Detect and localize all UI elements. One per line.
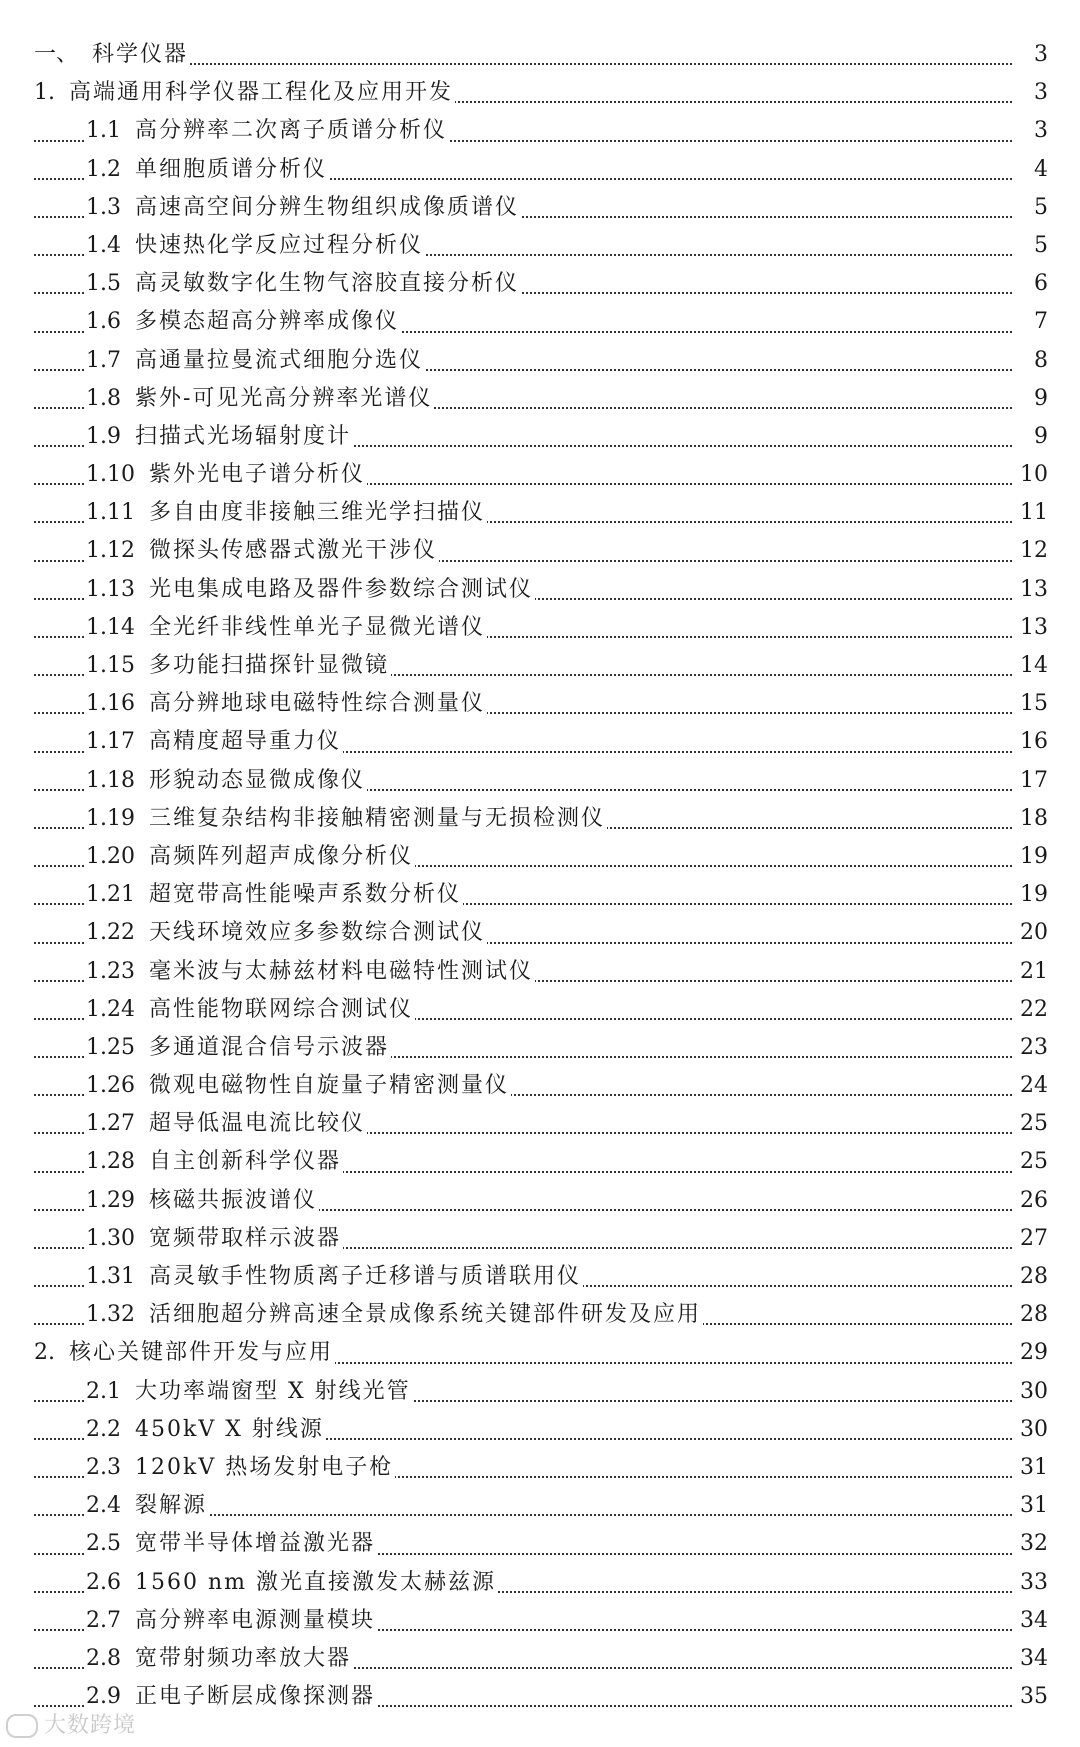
toc-entry-text	[86, 1149, 343, 1174]
toc-entry-page: 20	[1018, 914, 1048, 952]
toc-entry	[34, 1487, 1048, 1525]
toc-entry-text	[86, 882, 463, 907]
toc-entry	[34, 265, 1048, 303]
toc-entry-number: 1.22	[86, 920, 135, 946]
toc-entry-number: 1.10	[86, 462, 135, 488]
toc-entry-number: 1.2	[86, 156, 121, 182]
toc-entry-text	[86, 1035, 391, 1060]
toc-entry	[34, 456, 1048, 494]
toc-entry-page: 27	[1018, 1220, 1048, 1258]
toc-entry	[34, 1029, 1048, 1067]
toc-entry-page: 13	[1018, 571, 1048, 609]
watermark-logo-icon	[6, 1714, 38, 1738]
toc-entry-number: 1.21	[86, 882, 135, 908]
toc-entry-number: 1.6	[86, 309, 121, 335]
toc-entry	[34, 74, 1048, 112]
toc-entry-page: 30	[1018, 1373, 1048, 1411]
toc-entry-page: 3	[1032, 112, 1048, 150]
toc-entry-number: 1.24	[86, 996, 135, 1022]
toc-entry-title: 宽带射频功率放大器	[135, 1645, 352, 1671]
watermark-text: 大数跨境	[44, 1713, 137, 1738]
toc-entry-number: 2.1	[86, 1378, 121, 1404]
toc-entry-title: 自主创新科学仪器	[148, 1149, 341, 1175]
toc-entry-number: 2.	[34, 1340, 55, 1366]
toc-entry-title: 多模态超高分辨率成像仪	[135, 309, 400, 335]
toc-entry-page: 31	[1018, 1487, 1048, 1525]
toc-entry-title: 高分辨率二次离子质谱分析仪	[135, 118, 448, 144]
toc-entry-title: 多功能扫描探针显微镜	[148, 653, 389, 678]
toc-entry-title: 宽频带取样示波器	[148, 1225, 341, 1251]
toc-entry-number: 1.3	[86, 194, 121, 220]
toc-entry-text	[86, 1379, 413, 1404]
toc-entry-text	[86, 920, 487, 945]
toc-entry-text	[86, 959, 535, 984]
toc-entry-title: 全光纤非线性单光子显微光谱仪	[148, 614, 485, 640]
toc-entry-title: 光电集成电路及器件参数综合测试仪	[148, 576, 533, 602]
toc-entry-number: 2.4	[86, 1493, 121, 1519]
toc-entry-title: 扫描式光场辐射度计	[135, 423, 352, 449]
toc-entry-text	[86, 1188, 319, 1213]
toc-entry-title: 多自由度非接触三维光学扫描仪	[148, 500, 485, 526]
toc-entry-page: 21	[1018, 953, 1048, 991]
toc-entry	[34, 1296, 1048, 1334]
toc-entry-title: 超导低温电流比较仪	[148, 1111, 365, 1137]
toc-entry-page: 25	[1018, 1143, 1048, 1181]
toc-entry-number: 1.29	[86, 1187, 135, 1213]
toc-entry-page: 34	[1018, 1640, 1048, 1678]
toc-entry-text	[86, 729, 343, 754]
toc-entry-title: 大功率端窗型 X 射线光管	[135, 1378, 411, 1404]
toc-entry-number: 1.15	[86, 653, 135, 678]
toc-entry-page: 3	[1032, 36, 1048, 74]
toc-entry-title: 正电子断层成像探测器	[135, 1684, 376, 1710]
toc-entry	[34, 762, 1048, 800]
toc-entry-title: 高精度超导重力仪	[148, 729, 341, 755]
toc-entry-title: 高端通用科学仪器工程化及应用开发	[69, 80, 454, 106]
toc-entry-title: 裂解源	[135, 1493, 208, 1519]
toc-entry-text	[86, 195, 521, 220]
toc-entry-number: 1.11	[86, 500, 135, 526]
toc-entry-page: 3	[1032, 74, 1048, 112]
toc-entry	[34, 342, 1048, 380]
toc-entry	[34, 189, 1048, 227]
toc-entry	[34, 1411, 1048, 1449]
toc-entry	[34, 1525, 1048, 1563]
toc-entry-page: 29	[1018, 1334, 1048, 1372]
toc-entry-text	[34, 42, 190, 67]
toc-entry-page: 28	[1018, 1258, 1048, 1296]
toc-entry-page: 11	[1018, 494, 1048, 532]
toc-entry-title: 宽带半导体增益激光器	[135, 1531, 376, 1557]
toc-entry-text	[86, 424, 353, 449]
toc-entry-text	[86, 691, 487, 716]
toc-entry-number: 1.19	[86, 805, 135, 831]
toc-entry-text	[86, 233, 425, 258]
toc-entry-number: 1.30	[86, 1225, 135, 1251]
toc-entry-number: 2.9	[86, 1684, 121, 1710]
toc-entry-title: 多通道混合信号示波器	[148, 1034, 389, 1060]
toc-entry-title: 微观电磁物性自旋量子精密测量仪	[148, 1073, 509, 1099]
toc-entry-text	[86, 1417, 326, 1442]
toc-entry-text	[86, 1570, 498, 1595]
toc-entry-text	[86, 157, 329, 182]
toc-entry-text	[86, 1111, 367, 1136]
toc-entry-number: 1.1	[86, 118, 121, 144]
toc-entry-page: 19	[1018, 876, 1048, 914]
toc-entry-page: 4	[1032, 151, 1048, 189]
toc-entry-text	[86, 1684, 377, 1709]
toc-entry-text	[86, 271, 521, 296]
toc-entry-number: 1.26	[86, 1073, 135, 1099]
toc-entry	[34, 418, 1048, 456]
toc-entry-number: 1.	[34, 80, 55, 106]
toc-entry-title: 核心关键部件开发与应用	[69, 1340, 334, 1366]
toc-entry	[34, 800, 1048, 838]
toc-entry	[34, 914, 1048, 952]
toc-entry-text	[34, 1340, 335, 1365]
toc-entry-text	[86, 768, 367, 793]
toc-entry-text	[86, 309, 401, 334]
toc-entry-page: 22	[1018, 991, 1048, 1029]
toc-entry-number: 1.7	[86, 347, 121, 373]
toc-entry-text	[86, 1073, 511, 1098]
toc-entry-text	[86, 1455, 395, 1480]
toc-entry-title: 120kV 热场发射电子枪	[135, 1454, 394, 1480]
toc-entry-page: 8	[1032, 342, 1048, 380]
toc-entry	[34, 1220, 1048, 1258]
toc-entry	[34, 647, 1048, 685]
toc-entry-title: 超宽带高性能噪声系数分析仪	[148, 882, 461, 908]
toc-entry-text	[86, 348, 425, 373]
toc-entry-title: 高频阵列超声成像分析仪	[148, 843, 413, 869]
toc-entry-page: 15	[1018, 685, 1048, 723]
toc-entry-title: 高灵敏数字化生物气溶胶直接分析仪	[135, 271, 520, 297]
toc-entry-number: 1.18	[86, 767, 135, 793]
toc-entry-page: 5	[1032, 227, 1048, 265]
toc-entry-page: 33	[1018, 1564, 1048, 1602]
table-of-contents	[34, 36, 1048, 1716]
toc-entry-text	[86, 1531, 377, 1556]
toc-entry-page: 6	[1032, 265, 1048, 303]
toc-entry-number: 1.9	[86, 423, 121, 449]
toc-entry-title: 高通量拉曼流式细胞分选仪	[135, 347, 424, 373]
toc-entry-page: 28	[1018, 1296, 1048, 1334]
toc-entry	[34, 991, 1048, 1029]
toc-entry	[34, 494, 1048, 532]
toc-entry-title: 微探头传感器式激光干涉仪	[148, 538, 437, 564]
toc-entry-number: 1.16	[86, 691, 135, 717]
toc-entry-page: 16	[1018, 723, 1048, 761]
toc-entry	[34, 685, 1048, 723]
toc-entry-text	[34, 80, 455, 105]
toc-entry	[34, 36, 1048, 74]
toc-entry-number: 1.12	[86, 538, 135, 564]
toc-entry	[34, 1564, 1048, 1602]
toc-entry	[34, 1640, 1048, 1678]
toc-entry	[34, 1678, 1048, 1716]
toc-entry-page: 5	[1032, 189, 1048, 227]
toc-entry-text	[86, 653, 391, 678]
toc-entry-text	[86, 844, 415, 869]
toc-entry	[34, 609, 1048, 647]
toc-entry-title: 高性能物联网综合测试仪	[148, 996, 413, 1022]
toc-entry	[34, 532, 1048, 570]
toc-entry-page: 17	[1018, 762, 1048, 800]
toc-entry	[34, 1449, 1048, 1487]
toc-entry-number: 1.20	[86, 843, 135, 869]
toc-entry	[34, 151, 1048, 189]
toc-entry-number: 1.17	[86, 729, 135, 755]
toc-entry	[34, 953, 1048, 991]
toc-entry-number: 1.27	[86, 1111, 135, 1137]
watermark	[6, 1708, 136, 1739]
toc-entry-page: 12	[1018, 532, 1048, 570]
toc-entry-text	[86, 118, 449, 143]
toc-entry-text	[86, 1493, 209, 1518]
toc-entry-text	[86, 615, 487, 640]
toc-entry-page: 18	[1018, 800, 1048, 838]
toc-entry-title: 高速高空间分辨生物组织成像质谱仪	[135, 194, 520, 220]
toc-entry	[34, 1182, 1048, 1220]
toc-entry-number: 1.5	[86, 271, 121, 297]
toc-entry	[34, 1143, 1048, 1181]
toc-entry-title: 450kV X 射线源	[135, 1416, 324, 1442]
toc-entry-number: 1.13	[86, 576, 135, 602]
toc-entry	[34, 838, 1048, 876]
toc-entry	[34, 227, 1048, 265]
toc-entry-title: 高灵敏手性物质离子迁移谱与质谱联用仪	[148, 1264, 581, 1289]
toc-entry-number: 1.28	[86, 1149, 135, 1175]
toc-entry-text	[86, 1264, 583, 1289]
toc-entry-page: 13	[1018, 609, 1048, 647]
toc-entry-text	[86, 1302, 703, 1327]
toc-entry-number: 1.31	[86, 1264, 135, 1289]
toc-entry-page: 31	[1018, 1449, 1048, 1487]
toc-entry-page: 19	[1018, 838, 1048, 876]
toc-entry-text	[86, 462, 367, 487]
toc-entry	[34, 1105, 1048, 1143]
toc-entry-text	[86, 1608, 377, 1633]
toc-entry-page: 34	[1018, 1602, 1048, 1640]
toc-entry-page: 26	[1018, 1182, 1048, 1220]
toc-entry-title: 1560 nm 激光直接激发太赫兹源	[135, 1569, 497, 1595]
toc-entry-text	[86, 386, 434, 411]
toc-entry-text	[86, 538, 439, 563]
toc-entry-title: 活细胞超分辨高速全景成像系统关键部件研发及应用	[148, 1302, 701, 1328]
toc-entry-text	[86, 577, 535, 602]
toc-entry-number: 一、	[34, 42, 79, 67]
toc-entry-title: 紫外-可见光高分辨率光谱仪	[135, 385, 433, 411]
toc-entry-page: 23	[1018, 1029, 1048, 1067]
toc-entry-title: 形貌动态显微成像仪	[148, 767, 365, 793]
toc-entry-text	[86, 997, 415, 1022]
toc-entry-number: 2.8	[86, 1645, 121, 1671]
toc-entry-title: 毫米波与太赫兹材料电磁特性测试仪	[148, 958, 533, 984]
toc-entry-title: 紫外光电子谱分析仪	[148, 462, 365, 488]
toc-entry-page: 25	[1018, 1105, 1048, 1143]
toc-entry-page: 32	[1018, 1525, 1048, 1563]
toc-entry-text	[86, 1646, 353, 1671]
toc-entry-number: 2.2	[86, 1416, 121, 1442]
toc-entry-title: 快速热化学反应过程分析仪	[135, 232, 424, 258]
toc-entry	[34, 1067, 1048, 1105]
toc-entry-page: 7	[1032, 303, 1048, 341]
toc-entry-number: 1.8	[86, 385, 121, 411]
toc-entry-number: 2.5	[86, 1531, 121, 1557]
toc-entry-number: 2.6	[86, 1569, 121, 1595]
toc-entry-number: 1.32	[86, 1302, 135, 1328]
toc-entry	[34, 380, 1048, 418]
toc-entry-title: 天线环境效应多参数综合测试仪	[148, 920, 485, 946]
toc-entry-page: 14	[1018, 647, 1048, 685]
toc-entry-title: 核磁共振波谱仪	[148, 1187, 317, 1213]
toc-entry-number: 1.4	[86, 232, 121, 258]
toc-entry-title: 单细胞质谱分析仪	[135, 156, 328, 182]
toc-entry-text	[86, 1226, 343, 1251]
toc-entry-page: 9	[1032, 380, 1048, 418]
toc-entry-title: 高分辨地球电磁特性综合测量仪	[148, 691, 485, 717]
toc-entry-text	[86, 500, 487, 525]
toc-entry-text	[86, 806, 607, 831]
toc-entry	[34, 723, 1048, 761]
toc-entry-number: 1.23	[86, 958, 135, 984]
toc-entry-title: 三维复杂结构非接触精密测量与无损检测仪	[148, 805, 605, 831]
toc-entry-page: 30	[1018, 1411, 1048, 1449]
toc-entry-number: 1.25	[86, 1034, 135, 1060]
toc-entry-page: 9	[1032, 418, 1048, 456]
toc-entry-page: 35	[1018, 1678, 1048, 1716]
toc-entry	[34, 303, 1048, 341]
toc-entry-title: 科学仪器	[92, 42, 189, 67]
toc-entry	[34, 1373, 1048, 1411]
toc-entry-number: 1.14	[86, 614, 135, 640]
toc-entry-page: 10	[1018, 456, 1048, 494]
toc-entry	[34, 876, 1048, 914]
toc-entry-page: 24	[1018, 1067, 1048, 1105]
toc-entry-number: 2.7	[86, 1607, 121, 1633]
toc-entry	[34, 1334, 1048, 1372]
toc-entry-title: 高分辨率电源测量模块	[135, 1607, 376, 1633]
toc-entry	[34, 112, 1048, 150]
toc-entry	[34, 1258, 1048, 1296]
toc-entry	[34, 1602, 1048, 1640]
toc-entry-number: 2.3	[86, 1454, 121, 1480]
toc-entry	[34, 571, 1048, 609]
